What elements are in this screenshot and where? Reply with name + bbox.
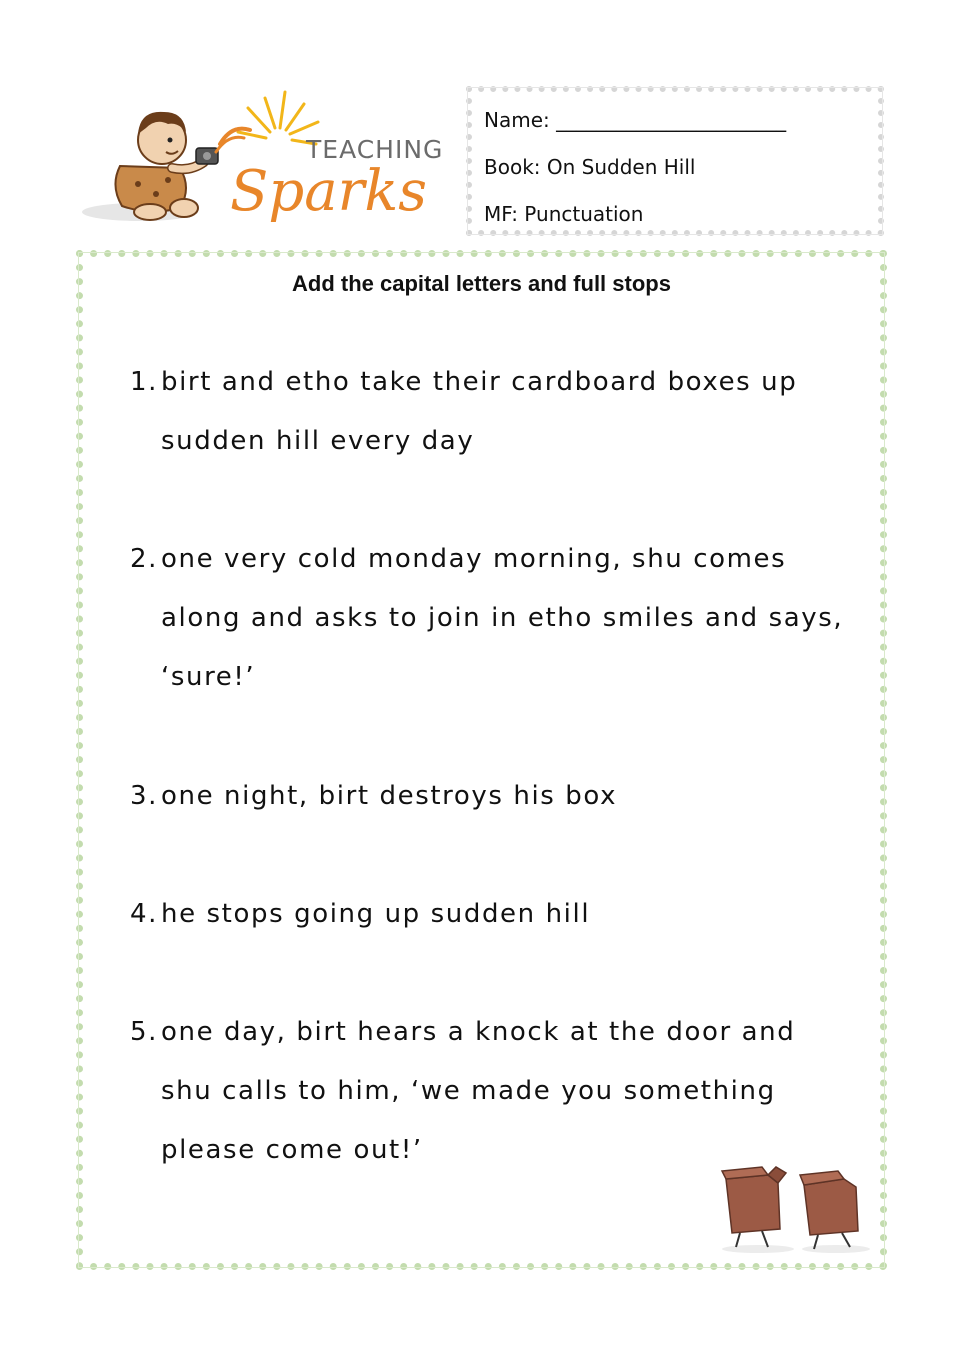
- question-3: [130, 767, 860, 826]
- question-line: ‘sure!’: [161, 662, 256, 692]
- question-2: [130, 530, 860, 707]
- question-line: birt and etho take their cardboard boxes up: [161, 367, 798, 397]
- question-line: one very cold monday morning, shu comes: [161, 544, 787, 574]
- question-number: 4.: [130, 899, 159, 929]
- cardboard-boxes-illustration: [718, 1165, 873, 1255]
- teaching-sparks-logo: [80, 88, 455, 238]
- student-info-box: [466, 86, 884, 236]
- question-4: [130, 885, 860, 944]
- question-1: [130, 353, 860, 471]
- caveman-mascot-icon: [80, 88, 455, 238]
- question-line: sudden hill every day: [161, 426, 475, 456]
- question-number: 3.: [130, 781, 159, 811]
- book-label: Book: On Sudden Hill: [484, 155, 696, 179]
- question-line: shu calls to him, ‘we made you something: [161, 1076, 776, 1106]
- question-line: he stops going up sudden hill: [161, 899, 591, 929]
- question-line: please come out!’: [161, 1135, 423, 1165]
- question-line: along and asks to join in etho smiles and says,: [161, 603, 844, 633]
- question-line: one day, birt hears a knock at the door and: [161, 1017, 796, 1047]
- question-number: 2.: [130, 544, 159, 574]
- question-number: 5.: [130, 1017, 159, 1047]
- brand-line1: TEACHING: [306, 135, 444, 164]
- instruction-heading: Add the capital letters and full stops: [292, 271, 671, 296]
- question-5: [130, 1003, 860, 1180]
- mf-label: MF: Punctuation: [484, 202, 644, 226]
- brand-line2: Sparks: [230, 159, 428, 224]
- worksheet-box: [76, 250, 887, 1270]
- question-line: one night, birt destroys his box: [161, 781, 618, 811]
- cardboard-box-characters-icon: [718, 1165, 873, 1255]
- question-number: 1.: [130, 367, 159, 397]
- name-field[interactable]: Name: _______________________: [484, 108, 787, 132]
